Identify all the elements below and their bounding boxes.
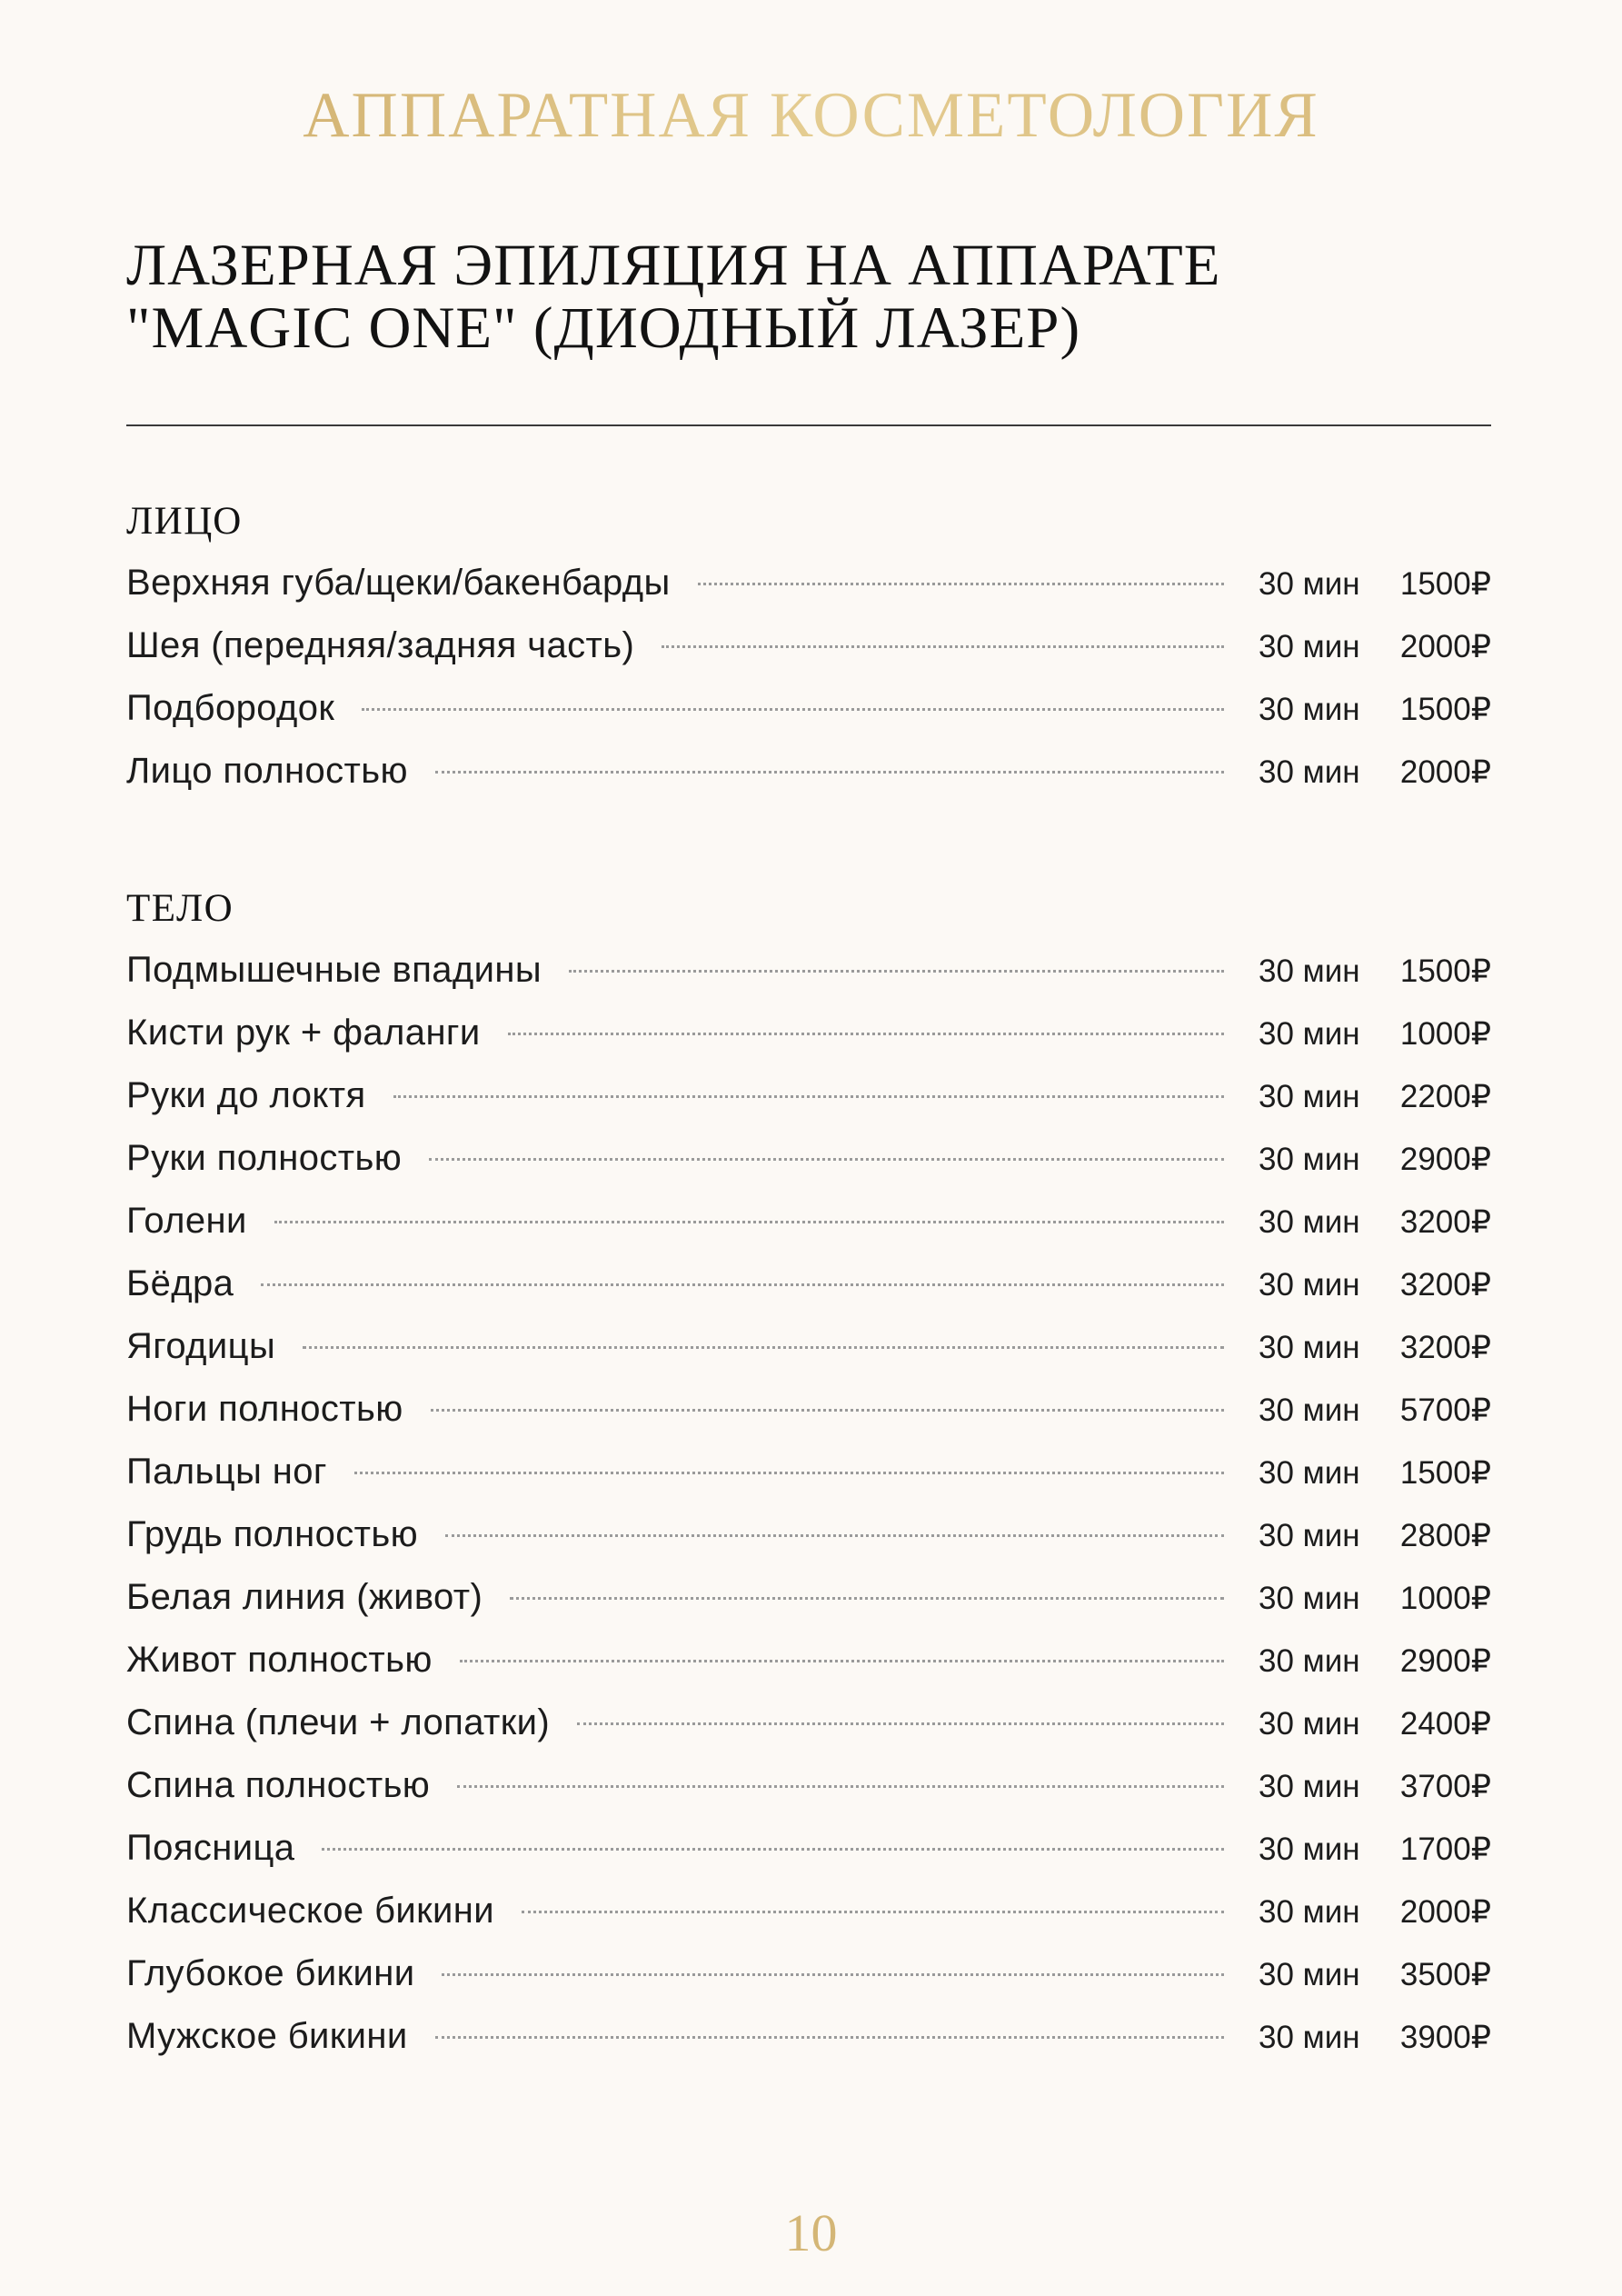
list-item <box>126 1640 1491 1702</box>
dotted-leader <box>457 1785 1224 1788</box>
service-duration: 30 мин <box>1259 1643 1360 1679</box>
list-item <box>126 1326 1491 1389</box>
category-heading-body: ТЕЛО <box>126 887 234 930</box>
service-name: Кисти рук + фаланги <box>126 1013 481 1053</box>
list-item <box>126 1263 1491 1326</box>
service-duration: 30 мин <box>1259 1894 1360 1930</box>
price-list-face <box>126 563 1491 814</box>
list-item <box>126 1891 1491 1953</box>
service-name: Шея (передняя/задняя часть) <box>126 625 635 665</box>
service-name: Подбородок <box>126 688 335 728</box>
list-item <box>126 1953 1491 2016</box>
list-item <box>126 1702 1491 1765</box>
service-duration: 30 мин <box>1259 1581 1360 1616</box>
service-name: Руки полностью <box>126 1138 403 1178</box>
service-price: 2000₽ <box>1399 754 1491 790</box>
service-name: Голени <box>126 1201 247 1241</box>
price-list-body <box>126 950 1491 2079</box>
service-duration: 30 мин <box>1259 1518 1360 1553</box>
list-item <box>126 625 1491 688</box>
service-price: 3200₽ <box>1399 1204 1491 1240</box>
service-name: Лицо полностью <box>126 751 408 791</box>
service-price: 2900₽ <box>1399 1142 1491 1177</box>
service-name: Руки до локтя <box>126 1075 366 1115</box>
service-duration: 30 мин <box>1259 754 1360 790</box>
list-item <box>126 1514 1491 1577</box>
page-number: 10 <box>784 2203 838 2262</box>
service-duration: 30 мин <box>1259 1204 1360 1240</box>
dotted-leader <box>577 1722 1224 1725</box>
section-title-line-2: "MAGIC ONE" (ДИОДНЫЙ ЛАЗЕР) <box>126 295 1081 361</box>
service-duration: 30 мин <box>1259 566 1360 602</box>
list-item <box>126 563 1491 625</box>
section-title <box>126 235 1489 360</box>
service-duration: 30 мин <box>1259 2020 1360 2055</box>
dotted-leader <box>261 1283 1224 1286</box>
service-price: 2000₽ <box>1399 1894 1491 1930</box>
list-item <box>126 1577 1491 1640</box>
service-duration: 30 мин <box>1259 1769 1360 1804</box>
service-price: 1700₽ <box>1399 1832 1491 1867</box>
service-name: Мужское бикини <box>126 2016 408 2056</box>
service-duration: 30 мин <box>1259 1142 1360 1177</box>
service-price: 2800₽ <box>1399 1518 1491 1553</box>
list-item <box>126 1452 1491 1514</box>
dotted-leader <box>662 645 1224 648</box>
service-name: Ноги полностью <box>126 1389 403 1429</box>
service-price: 3200₽ <box>1399 1330 1491 1365</box>
service-name: Глубокое бикини <box>126 1953 415 1993</box>
service-price: 2200₽ <box>1399 1079 1491 1114</box>
service-price: 3700₽ <box>1399 1769 1491 1804</box>
service-price: 2000₽ <box>1399 629 1491 664</box>
service-name: Белая линия (живот) <box>126 1577 483 1617</box>
service-duration: 30 мин <box>1259 1393 1360 1428</box>
service-price: 3500₽ <box>1399 1957 1491 1992</box>
service-name: Грудь полностью <box>126 1514 419 1554</box>
list-item <box>126 688 1491 751</box>
dotted-leader <box>274 1221 1224 1223</box>
service-duration: 30 мин <box>1259 1267 1360 1303</box>
dotted-leader <box>522 1911 1224 1913</box>
list-item <box>126 1138 1491 1201</box>
service-duration: 30 мин <box>1259 953 1360 989</box>
dotted-leader <box>698 583 1224 585</box>
dotted-leader <box>431 1409 1224 1412</box>
section-divider <box>126 424 1491 426</box>
service-name: Верхняя губа/щеки/бакенбарды <box>126 563 671 603</box>
service-price: 1500₽ <box>1399 692 1491 727</box>
service-price: 2900₽ <box>1399 1643 1491 1679</box>
service-price: 1500₽ <box>1399 1455 1491 1491</box>
service-price: 1000₽ <box>1399 1016 1491 1052</box>
service-price: 1500₽ <box>1399 566 1491 602</box>
dotted-leader <box>429 1158 1224 1161</box>
service-price: 2400₽ <box>1399 1706 1491 1742</box>
service-name: Пальцы ног <box>126 1452 327 1492</box>
category-heading-face: ЛИЦО <box>126 500 243 543</box>
dotted-leader <box>362 708 1224 711</box>
dotted-leader <box>322 1848 1224 1851</box>
dotted-leader <box>445 1534 1224 1537</box>
dotted-leader <box>510 1597 1224 1600</box>
service-name: Подмышечные впадины <box>126 950 542 990</box>
list-item <box>126 950 1491 1013</box>
service-duration: 30 мин <box>1259 1016 1360 1052</box>
dotted-leader <box>460 1660 1224 1662</box>
service-duration: 30 мин <box>1259 629 1360 664</box>
dotted-leader <box>354 1472 1224 1474</box>
dotted-leader <box>508 1033 1224 1035</box>
list-item <box>126 1828 1491 1891</box>
dotted-leader <box>303 1346 1224 1349</box>
service-name: Поясница <box>126 1828 295 1868</box>
list-item <box>126 1013 1491 1075</box>
dotted-leader <box>435 2036 1224 2039</box>
service-duration: 30 мин <box>1259 1330 1360 1365</box>
service-duration: 30 мин <box>1259 1832 1360 1867</box>
list-item <box>126 1765 1491 1828</box>
service-duration: 30 мин <box>1259 1957 1360 1992</box>
service-price: 1500₽ <box>1399 953 1491 989</box>
service-name: Ягодицы <box>126 1326 276 1366</box>
service-name: Спина (плечи + лопатки) <box>126 1702 551 1742</box>
service-price: 3900₽ <box>1399 2020 1491 2055</box>
dotted-leader <box>435 771 1224 774</box>
service-price: 5700₽ <box>1399 1393 1491 1428</box>
service-price: 1000₽ <box>1399 1581 1491 1616</box>
list-item <box>126 751 1491 814</box>
service-duration: 30 мин <box>1259 1455 1360 1491</box>
list-item <box>126 1075 1491 1138</box>
service-name: Бёдра <box>126 1263 234 1303</box>
service-duration: 30 мин <box>1259 1079 1360 1114</box>
list-item <box>126 1201 1491 1263</box>
service-duration: 30 мин <box>1259 692 1360 727</box>
service-name: Классическое бикини <box>126 1891 495 1931</box>
dotted-leader <box>442 1973 1224 1976</box>
service-name: Живот полностью <box>126 1640 433 1680</box>
service-name: Спина полностью <box>126 1765 431 1805</box>
dotted-leader <box>569 970 1224 973</box>
list-item <box>126 1389 1491 1452</box>
page-header-title: АППАРАТНАЯ КОСМЕТОЛОГИЯ <box>0 84 1622 148</box>
list-item <box>126 2016 1491 2079</box>
section-title-line-1: ЛАЗЕРНАЯ ЭПИЛЯЦИЯ НА АППАРАТЕ <box>126 233 1221 298</box>
dotted-leader <box>393 1095 1224 1098</box>
service-price: 3200₽ <box>1399 1267 1491 1303</box>
service-duration: 30 мин <box>1259 1706 1360 1742</box>
